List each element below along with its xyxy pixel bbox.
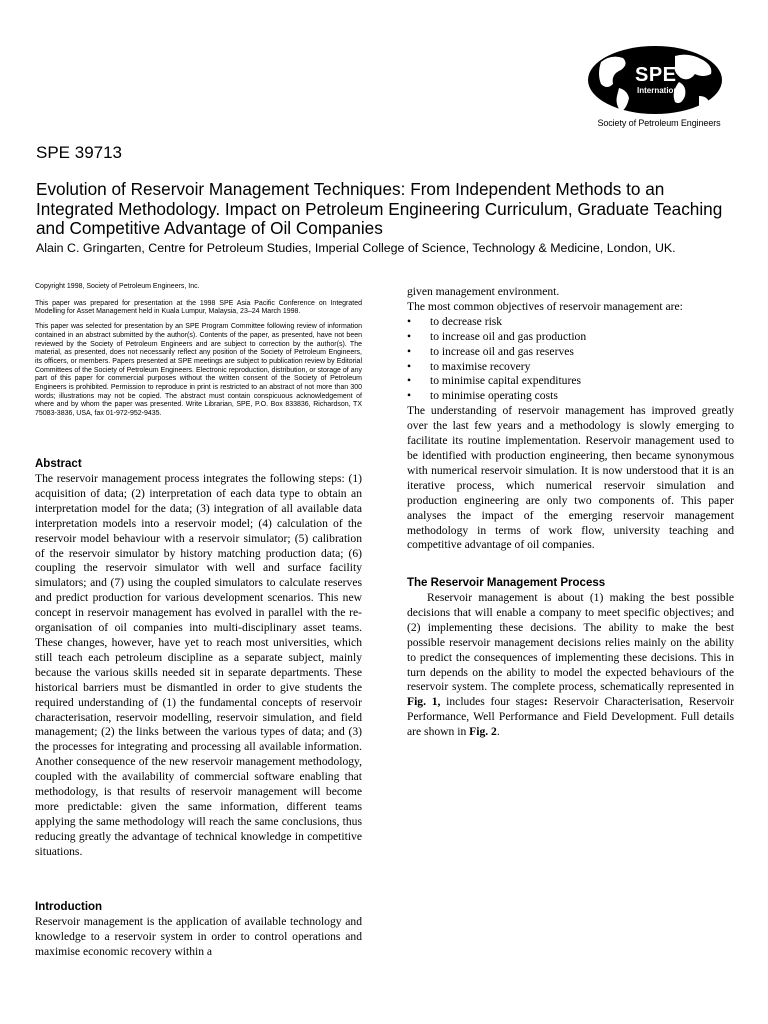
bullet-icon: • xyxy=(407,329,412,343)
selection-note: This paper was selected for presentation by an SPE Program Committee following review of information contained in an abstract submitted by the author(s). Contents of the paper, as presented, have not been reviewed by the Society of Petroleum Engineers and are subject to correction by the author(s). The material, as presented, does not necessarily reflect any position of the Society of Petroleum Engineers, its officers, or members. Papers presented at SPE meetings are subject to publication review by Editorial Committees of the Society of Petroleum Engineers. Electronic reproduction, distribution, or storage of any part of this paper for commercial purposes without the written consent of the Society of Petroleum Engineers is prohibited. Permission to reproduce in print is restricted to an abstract of not more than 300 words; illustrations may not be copied. The abstract must contain conspicuous acknowledgement of where and by whom the paper was presented. Write Librarian, SPE, P.O. Box 833836, Richardson, TX 75083-3836, USA, fax 01-972-952-9435. xyxy=(35,323,362,418)
process-text: Reservoir management is about (1) making the best possible decisions that will enable a company to meet specific objectives; and (2) implementing these decisions. The ability to make the best possible reservoir management decisions relies mainly on the ability to predict the consequences of implementing these decisions. This in turn depends on the ability to model the expected behaviours of the reservoir system. The complete process, schematically represented in Fig. 1, includes four stages: Reservoir Characterisation, Reservoir Performance, Well Performance and Field Development. Full details are shown in Fig. 2. xyxy=(407,591,735,739)
fig2-reference: Fig. 2 xyxy=(469,725,497,739)
list-item: • to increase oil and gas production xyxy=(407,329,587,343)
process-section xyxy=(407,576,734,740)
list-item: • to maximise recovery xyxy=(407,359,531,373)
introduction-heading: Introduction xyxy=(35,901,103,913)
left-column xyxy=(35,283,362,422)
right-column xyxy=(407,285,734,553)
continued-text: given management environment. xyxy=(407,285,560,298)
paper-title: Evolution of Reservoir Management Techniques: From Independent Methods to an Integrated Methodology. Impact on Petroleum Engineering Curriculum, Graduate Teaching and Competitive Advantage of Oil Companies xyxy=(36,179,723,238)
list-item: • to minimise operating costs xyxy=(407,389,558,403)
list-item: • to decrease risk xyxy=(407,314,503,328)
abstract-heading: Abstract xyxy=(35,458,82,470)
list-item: • to increase oil and gas reserves xyxy=(407,344,574,358)
copyright-line: Copyright 1998, Society of Petroleum Engineers, Inc. xyxy=(35,283,200,290)
bullet-icon: • xyxy=(407,374,412,388)
bullet-icon: • xyxy=(407,314,412,328)
paper-number: SPE 39713 xyxy=(36,143,123,162)
list-item: • to minimise capital expenditures xyxy=(407,374,582,388)
abstract-text: The reservoir management process integrates the following steps: (1) acquisition of data; (2) interpretation of each data type to obtain an interpretation model for the data; (3) integration of all available data interpretation models into a reservoir model; (4) calculation of the reservoir model behaviour with a reservoir simulator; (5) calibration of the reservoir simulator by history matching production data; (6) coupling the reservoir simulator with well and surface facility simulators; and (7) using the coupled simulators to calculate reserves and predict production for various development scenarios. This new concept in reservoir management has evolved in parallel with the re-organisation of oil companies into multi-disciplinary asset teams. These changes, however, have yet to reach most universities, which still teach each petroleum discipline as a separate subject, mainly because the various skills needed sit in separate departments. These historical barriers must be dismantled in order to give students the required understanding of (1) the fundamental concepts of reservoir characterisation, reservoir modelling, reservoir simulation, and field management; (2) the links between the various types of data; and (3) the processes for integrating and processing all available information. Another consequence of the new reservoir management methodology, coupled with the availability of commercial software enabling that methodology, is that results of reservoir management will become more predictable: given the same information, different teams applying the same methodology will reach the same conclusions, thus reducing greatly the advantage of technical knowledge in competitive situations. xyxy=(35,472,362,858)
bullet-icon: • xyxy=(407,344,412,358)
presentation-note: This paper was prepared for presentation at the 1998 SPE Asia Pacific Conference on Integrated Modelling for Asset Management held in Kuala Lumpur, Malaysia, 23–24 March 1998. xyxy=(35,299,362,316)
objectives-list xyxy=(407,315,734,404)
introduction-section xyxy=(35,900,362,960)
logo-subtext: International xyxy=(637,86,686,95)
bullet-icon: • xyxy=(407,359,412,373)
bullet-icon: • xyxy=(407,389,412,403)
paper-authors: Alain C. Gringarten, Centre for Petroleum Studies, Imperial College of Science, Technology & Medicine, London, UK. xyxy=(36,241,676,255)
process-heading: The Reservoir Management Process xyxy=(407,577,606,589)
logo-text: SPE xyxy=(635,64,677,86)
understanding-paragraph: The understanding of reservoir management has improved greatly over the last few years and a methodology is slowly emerging to facilitate its routine implementation. Reservoir management used to be identified with production engineering, then became synonymous with numerical reservoir simulation. It is now understood that it is an iterative process, which numerical reservoir simulation and production engineering are only two components of. This paper analyses the impact of the emerging reservoir management methodology in terms of work flow, university teaching and competitive advantage of oil companies. xyxy=(407,404,734,552)
society-name: Society of Petroleum Engineers xyxy=(597,118,721,128)
fig1-reference: Fig. 1, xyxy=(407,695,441,709)
objectives-intro: The most common objectives of reservoir management are: xyxy=(407,299,683,313)
abstract-section xyxy=(35,457,362,860)
introduction-text: Reservoir management is the application of available technology and knowledge to a reservoir system in order to control operations and maximise economic recovery within a xyxy=(35,915,362,958)
